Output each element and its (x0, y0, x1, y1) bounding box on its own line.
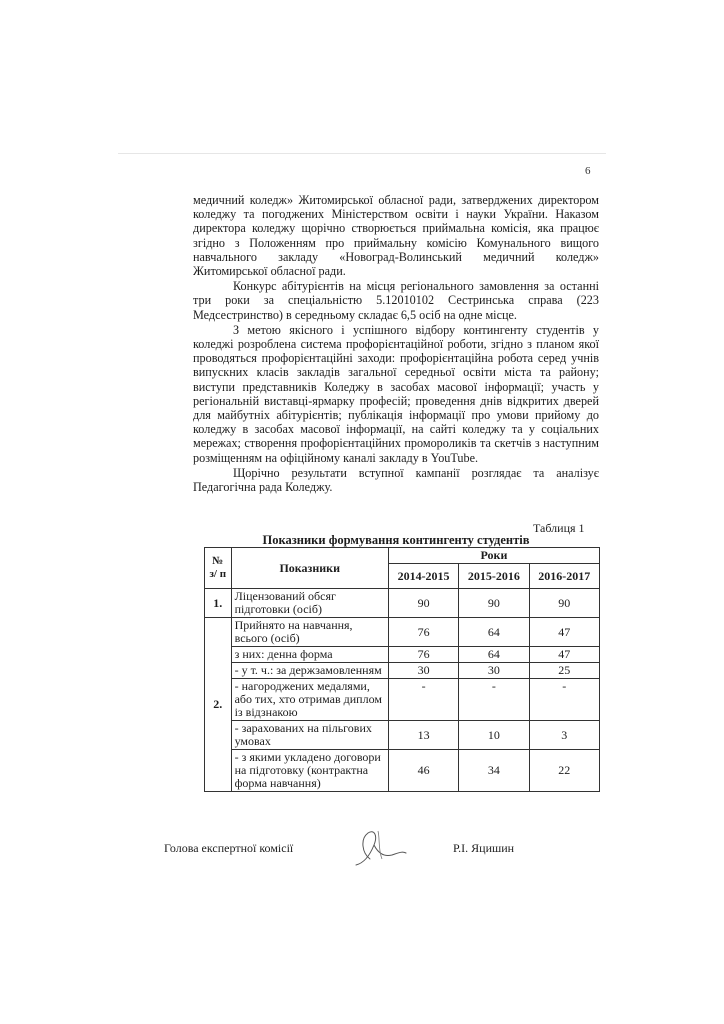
header-indicator: Показники (231, 548, 388, 589)
header-years-group: Роки (388, 548, 599, 564)
paragraph-2: Конкурс абітурієнтів на місця регіонального замовлення за останні три роки за спеціальністю 5.12010102 Сестринська справа (223 Медсестринство) в середньому складає 6,5 осіб на одне місце. (193, 279, 599, 322)
body-text (193, 193, 599, 494)
table-row (205, 589, 600, 618)
row-label: - нагороджених медалями, або тих, хто отримав диплом із відзнакою (231, 679, 388, 721)
row-value: 90 (459, 589, 529, 618)
row-value: 30 (388, 663, 458, 679)
signatory-role: Голова експертної комісії (164, 841, 294, 855)
row-label: - у т. ч.: за держзамовленням (231, 663, 388, 679)
header-num: № з/ п (205, 548, 232, 589)
table-title: Показники формування контингенту студентів (262, 533, 530, 547)
row-value: 22 (529, 750, 599, 792)
row-value: 46 (388, 750, 458, 792)
paragraph-3: З метою якісного і успішного відбору контингенту студентів у коледжі розроблена система профорієнтаційної роботи, згідно з планом якої проводяться профорієнтаційні заходи: профорієнтаційна робота серед учнів випускних класів закладів загальної середньої освіти міста та району; виступи представників Коледжу в засобах масової інформації; участь у регіональній виставці-ярмарку професій; проведення днів відкритих дверей для майбутніх абітурієнтів; публікація інформації про умови прийому до коледжу в засобах масової інформації, на сайті коледжу та у соціальних мережах; створення профорієнтаційних проморoликів та скетчів з наступним розміщенням на офіційному каналі закладу в YouTube. (193, 322, 599, 465)
table-row (205, 647, 600, 663)
row-label: Ліцензований обсяг підготовки (осіб) (231, 589, 388, 618)
header-year-1: 2014-2015 (388, 564, 458, 589)
table-row (205, 679, 600, 721)
table-row (205, 750, 600, 792)
row-value: 64 (459, 618, 529, 647)
row-value: 90 (388, 589, 458, 618)
header-year-3: 2016-2017 (529, 564, 599, 589)
row-value: - (459, 679, 529, 721)
row-value: 10 (459, 721, 529, 750)
row-value: 34 (459, 750, 529, 792)
row-label: з них: денна форма (231, 647, 388, 663)
header-rule (118, 153, 606, 154)
table-row (205, 721, 600, 750)
row-label: - зарахованих на пільгових умовах (231, 721, 388, 750)
table-label: Таблиця 1 (533, 521, 585, 535)
row-label: - з якими укладено договори на підготовку (контрактна форма навчання) (231, 750, 388, 792)
row-value: - (388, 679, 458, 721)
table-header-row (205, 548, 600, 564)
row-value: 3 (529, 721, 599, 750)
row-value: - (529, 679, 599, 721)
row-num: 1. (205, 589, 232, 618)
row-value: 47 (529, 618, 599, 647)
row-value: 76 (388, 618, 458, 647)
header-year-2: 2015-2016 (459, 564, 529, 589)
handwritten-signature (348, 825, 408, 869)
page-number: 6 (585, 165, 591, 177)
table-row (205, 618, 600, 647)
row-value: 13 (388, 721, 458, 750)
paragraph-1: медичний коледж» Житомирської обласної ради, затверджених директором коледжу та погоджених Міністерством освіти і науки України. Наказом директора коледжу щорічно створюється приймальна комісія, яка працює згідно з Положенням про приймальну комісію Комунального вищого навчального закладу «Новоград-Волинський медичний коледж» Житомирської обласної ради. (193, 193, 599, 279)
paragraph-4: Щорічно результати вступної кампанії розглядає та аналізує Педагогічна рада Коледжу. (193, 465, 599, 495)
table-row (205, 663, 600, 679)
signatory-name: Р.І. Яцишин (453, 841, 515, 855)
row-value: 76 (388, 647, 458, 663)
row-num: 2. (205, 618, 232, 792)
row-value: 47 (529, 647, 599, 663)
row-label: Прийнято на навчання, всього (осіб) (231, 618, 388, 647)
row-value: 30 (459, 663, 529, 679)
row-value: 64 (459, 647, 529, 663)
row-value: 90 (529, 589, 599, 618)
row-value: 25 (529, 663, 599, 679)
contingent-table (204, 547, 600, 792)
